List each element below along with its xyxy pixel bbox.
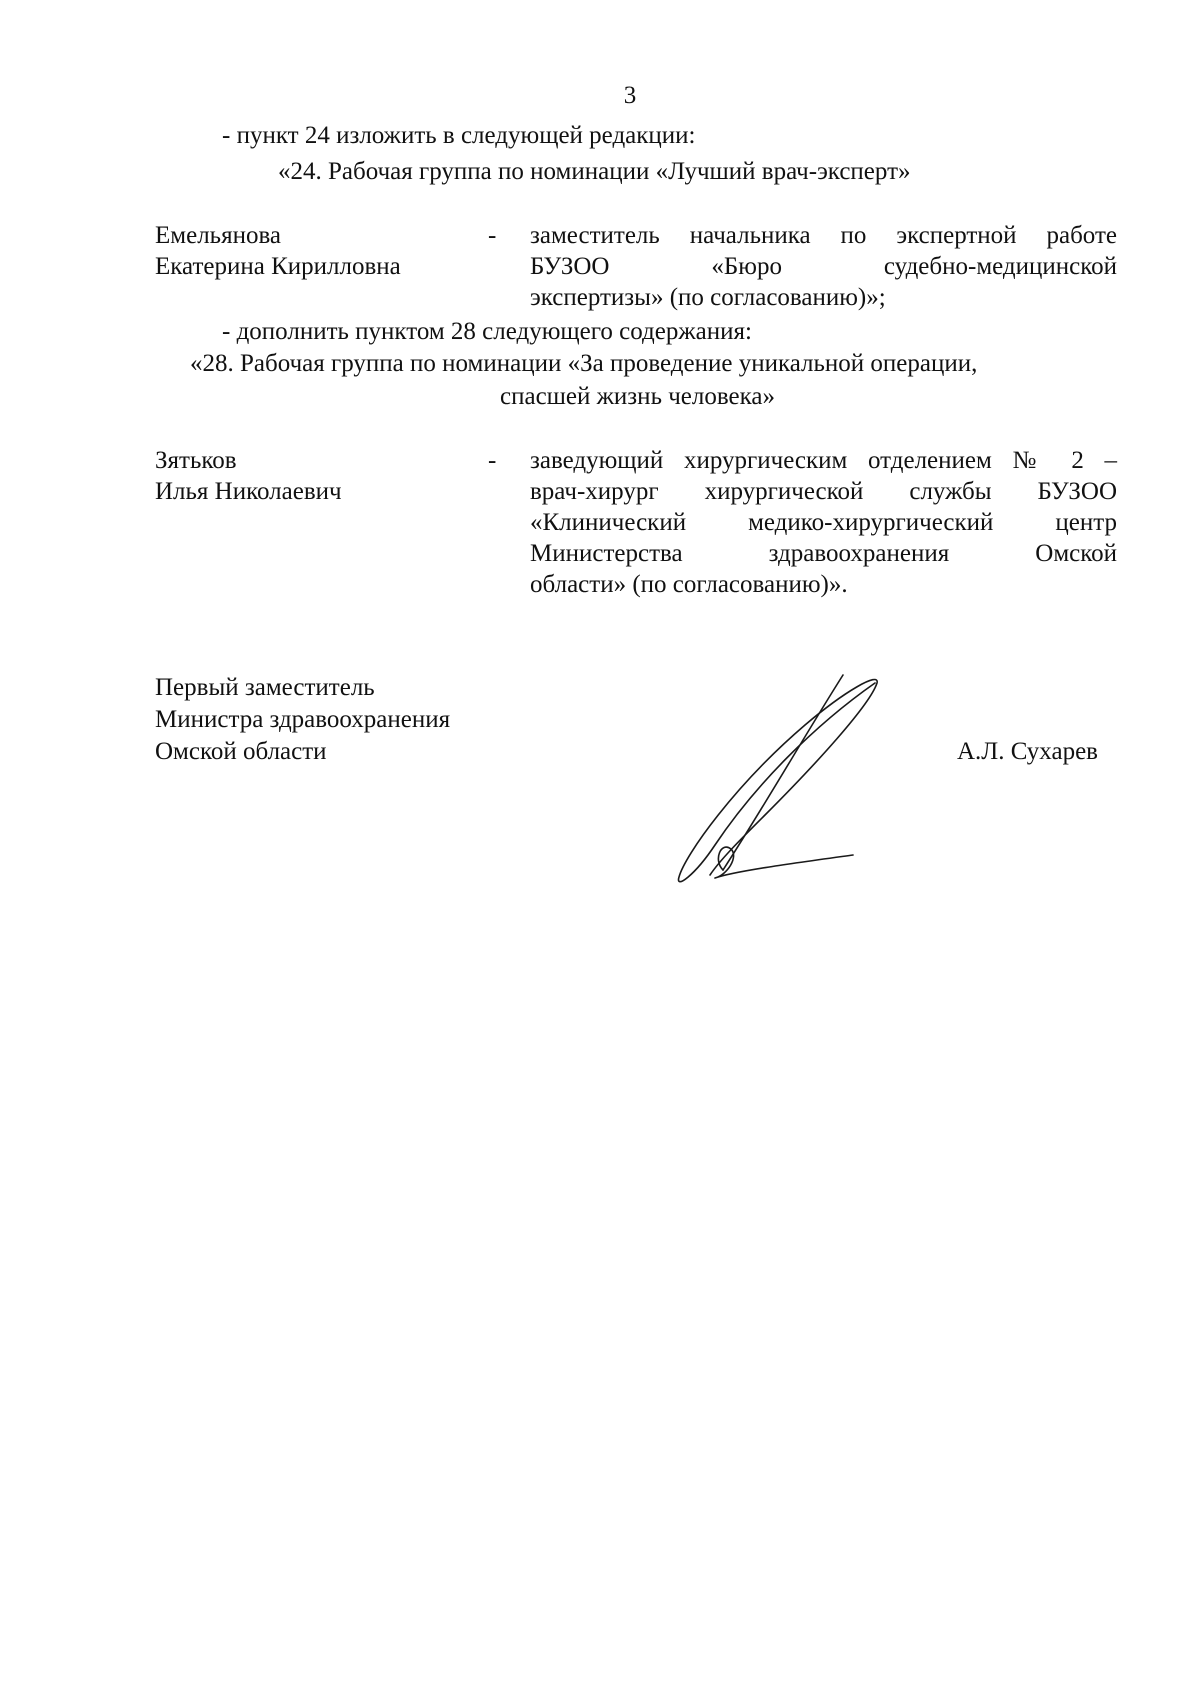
amendment-1-heading: «24. Рабочая группа по номинации «Лучший врач-эксперт» bbox=[278, 158, 911, 185]
member-1-surname: Емельянова bbox=[155, 222, 282, 249]
member-1-given-name: Екатерина Кирилловна bbox=[155, 253, 401, 280]
member-2-description-line: «Клинический медико-хирургический центр bbox=[530, 509, 1117, 536]
amendment-2-heading-line-1: «28. Рабочая группа по номинации «За проведение уникальной операции, bbox=[190, 350, 978, 377]
member-2-description-line: области» (по согласованию)». bbox=[530, 571, 848, 598]
member-2-description-line: врач-хирург хирургической службы БУЗОО bbox=[530, 478, 1117, 505]
member-2-given-name: Илья Николаевич bbox=[155, 478, 342, 505]
member-1-dash: - bbox=[488, 222, 497, 249]
member-1-description bbox=[530, 220, 1117, 313]
member-2-description-line: Министерства здравоохранения Омской bbox=[530, 540, 1117, 567]
amendment-1-instruction: - пункт 24 изложить в следующей редакции: bbox=[222, 122, 696, 149]
amendment-2-heading-line-2: спасшей жизнь человека» bbox=[500, 383, 775, 410]
member-2-dash: - bbox=[488, 447, 497, 474]
member-2-surname: Зятьков bbox=[155, 447, 237, 474]
member-1-description-line: БУЗОО «Бюро судебно-медицинской bbox=[530, 253, 1117, 280]
signatory-title-line: Первый заместитель bbox=[155, 674, 375, 701]
page-number: 3 bbox=[623, 82, 637, 109]
member-2-description-line: заведующий хирургическим отделением № 2 – bbox=[530, 447, 1117, 474]
handwritten-signature-icon bbox=[665, 665, 905, 905]
signatory-title-line: Омской области bbox=[155, 738, 327, 765]
amendment-2-instruction: - дополнить пунктом 28 следующего содержания: bbox=[222, 318, 752, 345]
member-1-description-line: заместитель начальника по экспертной работе bbox=[530, 222, 1117, 249]
signatory-title-line: Министра здравоохранения bbox=[155, 706, 451, 733]
member-1-description-line: экспертизы» (по согласованию)»; bbox=[530, 284, 886, 311]
member-2-description bbox=[530, 445, 1117, 600]
signer-name: А.Л. Сухарев bbox=[957, 738, 1098, 765]
